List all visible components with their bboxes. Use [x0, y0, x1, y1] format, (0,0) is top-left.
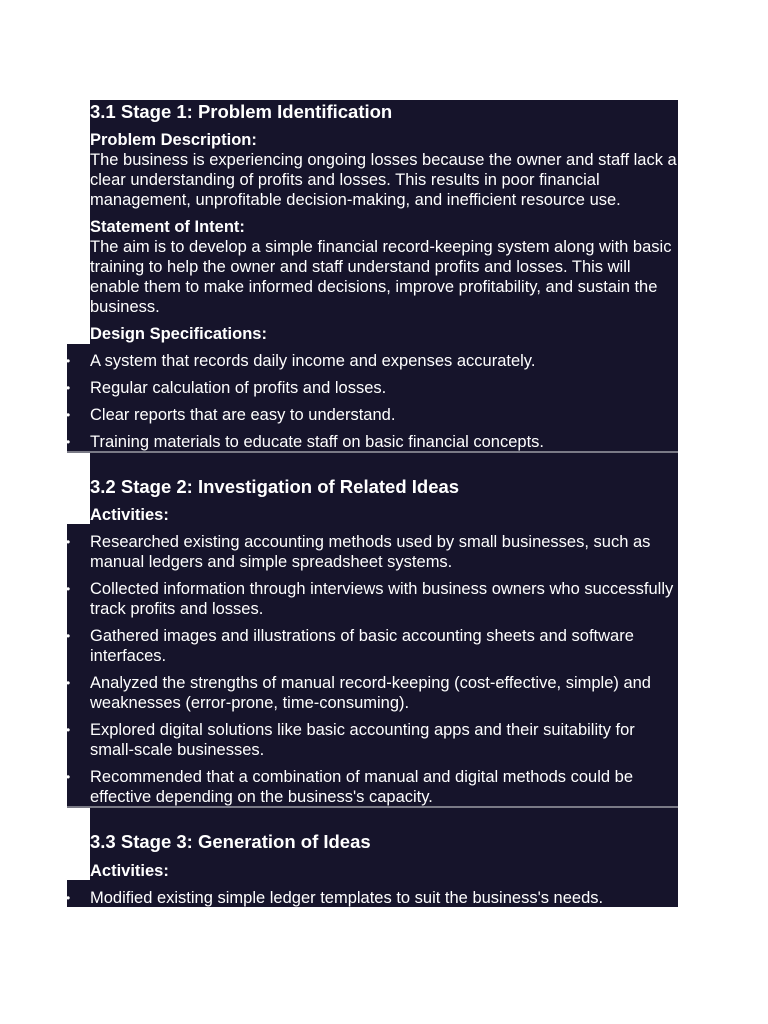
bullet-icon: •: [66, 582, 71, 596]
bullet-icon: •: [66, 770, 71, 784]
bullet-icon: •: [66, 408, 71, 422]
bullet-icon: •: [66, 381, 71, 395]
bullet-icon: •: [66, 676, 71, 690]
list-item: Gathered images and illustrations of basic accounting sheets and software interfaces.: [90, 627, 634, 665]
stage2-heading: 3.2 Stage 2: Investigation of Related Ideas: [90, 476, 460, 497]
stage1-heading: 3.1 Stage 1: Problem Identification: [90, 101, 393, 122]
statement-of-intent-label: Statement of Intent:: [90, 218, 245, 236]
list-item: Training materials to educate staff on basic financial concepts.: [90, 433, 544, 451]
bullet-icon: •: [66, 435, 71, 449]
list-item: Modified existing simple ledger templates to suit the business's needs.: [90, 889, 604, 907]
list-item: Recommended that a combination of manual and digital methods could be effective depending on the business's capacity.: [90, 768, 634, 806]
list-item: Analyzed the strengths of manual record-keeping (cost-effective, simple) and weaknesses (error-prone, time-consuming).: [90, 674, 651, 712]
problem-description-text: The business is experiencing ongoing losses because the owner and staff lack a clear understanding of profits and losses. This results in poor financial management, unprofitable decision-making, and inefficient resource use.: [90, 151, 677, 209]
stage3-activities-label: Activities:: [90, 862, 169, 880]
list-item: Explored digital solutions like basic accounting apps and their suitability for small-scale businesses.: [90, 721, 635, 759]
bullet-icon: •: [66, 891, 71, 905]
statement-of-intent-text: The aim is to develop a simple financial record-keeping system along with basic training to help the owner and staff understand profits and losses. This will enable them to make informed decisions, improve profitability, and sustain the business.: [90, 238, 672, 316]
bullet-icon: •: [66, 629, 71, 643]
list-item: Collected information through interviews with business owners who successfully track profits and losses.: [90, 580, 674, 618]
bullet-icon: •: [66, 723, 71, 737]
bullet-icon: •: [66, 354, 71, 368]
list-item: Researched existing accounting methods used by small businesses, such as manual ledgers and simple spreadsheet systems.: [90, 533, 651, 571]
stage2-activities-label: Activities:: [90, 506, 169, 524]
list-item: Clear reports that are easy to understand.: [90, 406, 396, 424]
list-item: A system that records daily income and expenses accurately.: [90, 352, 536, 370]
design-specifications-label: Design Specifications:: [90, 325, 267, 343]
problem-description-label: Problem Description:: [90, 131, 257, 149]
stage3-heading: 3.3 Stage 3: Generation of Ideas: [90, 831, 371, 852]
bullet-icon: •: [66, 535, 71, 549]
list-item: Regular calculation of profits and losses.: [90, 379, 387, 397]
